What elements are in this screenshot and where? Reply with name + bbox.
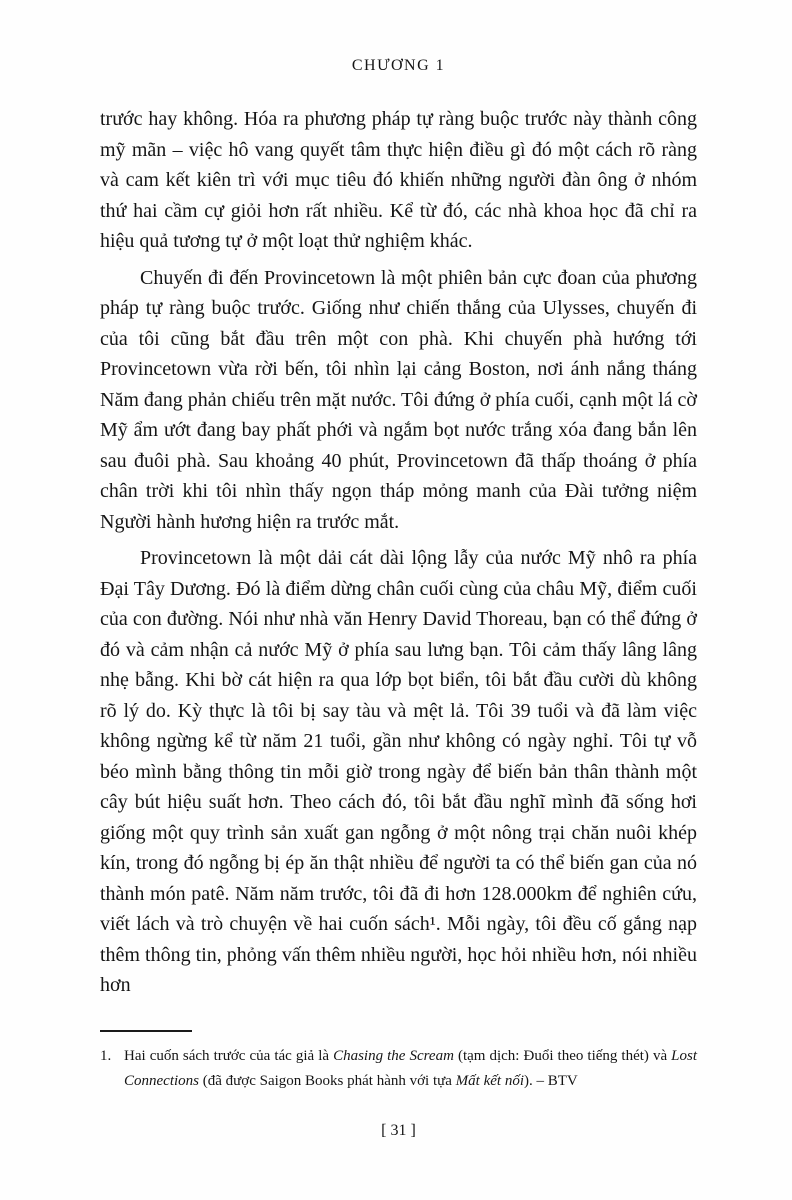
paragraph: trước hay không. Hóa ra phương pháp tự ràng buộc trước này thành công mỹ mãn – việc hô vang quyết tâm thực hiện điều gì đó một cách rõ ràng và cam kết kiên trì với mục tiêu đó khiến những người đàn ông ở nhóm thứ hai cầm cự giỏi hơn rất nhiều. Kể từ đó, các nhà khoa học đã chỉ ra hiệu quả tương tự ở một loạt thử nghiệm khác.: [100, 108, 697, 252]
footnote-segment: ). – BTV: [524, 1073, 578, 1089]
footnote-segment-book-title: Mất kết nối: [455, 1073, 524, 1089]
paragraph: Provincetown là một dải cát dài lộng lẫy của nước Mỹ nhô ra phía Đại Tây Dương. Đó là điểm dừng chân cuối cùng của châu Mỹ, điểm cuối của con đường. Nói như nhà văn Henry David Thoreau, bạn có thể đứng ở đó và cảm nhận cả nước Mỹ ở phía sau lưng bạn. Tôi cảm thấy lâng lâng nhẹ bẫng. Khi bờ cát hiện ra qua lớp bọt biển, tôi bắt đầu cười dù không rõ lý do. Kỳ thực là tôi bị say tàu và mệt lả. Tôi 39 tuổi và đã làm việc không ngừng kể từ năm 21 tuổi, gần như không có ngày nghỉ. Tôi tự vỗ béo mình bằng thông tin mỗi giờ trong ngày để biến bản thân thành một cây bút hiệu suất hơn. Theo cách đó, tôi bắt đầu nghĩ mình đã sống hơi giống một quy trình sản xuất gan ngỗng ở một nông trại chăn nuôi khép kín, trong đó ngỗng bị ép ăn thật nhiều để người ta có thể biến gan của nó thành món patê. Năm năm trước, tôi đã đi hơn 128.000km để nghiên cứu, viết lách và trò chuyện về hai cuốn sách¹. Mỗi ngày, tôi đều cố gắng nạp thêm thông tin, phỏng vấn thêm nhiều người, học hỏi nhiều hơn, nói nhiều hơn: [100, 547, 697, 996]
body-text: [100, 104, 697, 1001]
footnote-segment: (đã được Saigon Books phát hành với tựa: [199, 1073, 456, 1089]
footnote-area: [100, 1030, 697, 1094]
footnote: [100, 1044, 697, 1094]
footnote-divider: [100, 1030, 192, 1032]
page-number: [ 31 ]: [381, 1122, 416, 1139]
footnote-text: [124, 1044, 697, 1094]
paragraph: Chuyến đi đến Provincetown là một phiên bản cực đoan của phương pháp tự ràng buộc trước. Giống như chiến thắng của Ulysses, chuyến đi của tôi cũng bắt đầu trên một con phà. Khi chuyến phà hướng tới Provincetown vừa rời bến, tôi nhìn lại cảng Boston, nơi ánh nắng tháng Năm đang phản chiếu trên mặt nước. Tôi đứng ở phía cuối, cạnh một lá cờ Mỹ ẩm ướt đang bay phất phới và ngắm bọt nước trắng xóa đang bắn lên sau đuôi phà. Sau khoảng 40 phút, Provincetown đã thấp thoáng ở phía chân trời khi tôi nhìn thấy ngọn tháp mỏng manh của Đài tưởng niệm Người hành hương hiện ra trước mắt.: [100, 266, 697, 533]
chapter-header: CHƯƠNG 1: [351, 57, 446, 74]
footnote-segment: (tạm dịch: Đuổi theo tiếng thét) và: [453, 1048, 672, 1064]
footnote-segment: Hai cuốn sách trước của tác giả là: [124, 1048, 334, 1064]
footnote-segment-book-title: Chasing the Scream: [333, 1048, 454, 1064]
footnote-marker: 1.: [100, 1048, 112, 1064]
footnote-segment-book-title: Lost Connections: [124, 1048, 697, 1089]
